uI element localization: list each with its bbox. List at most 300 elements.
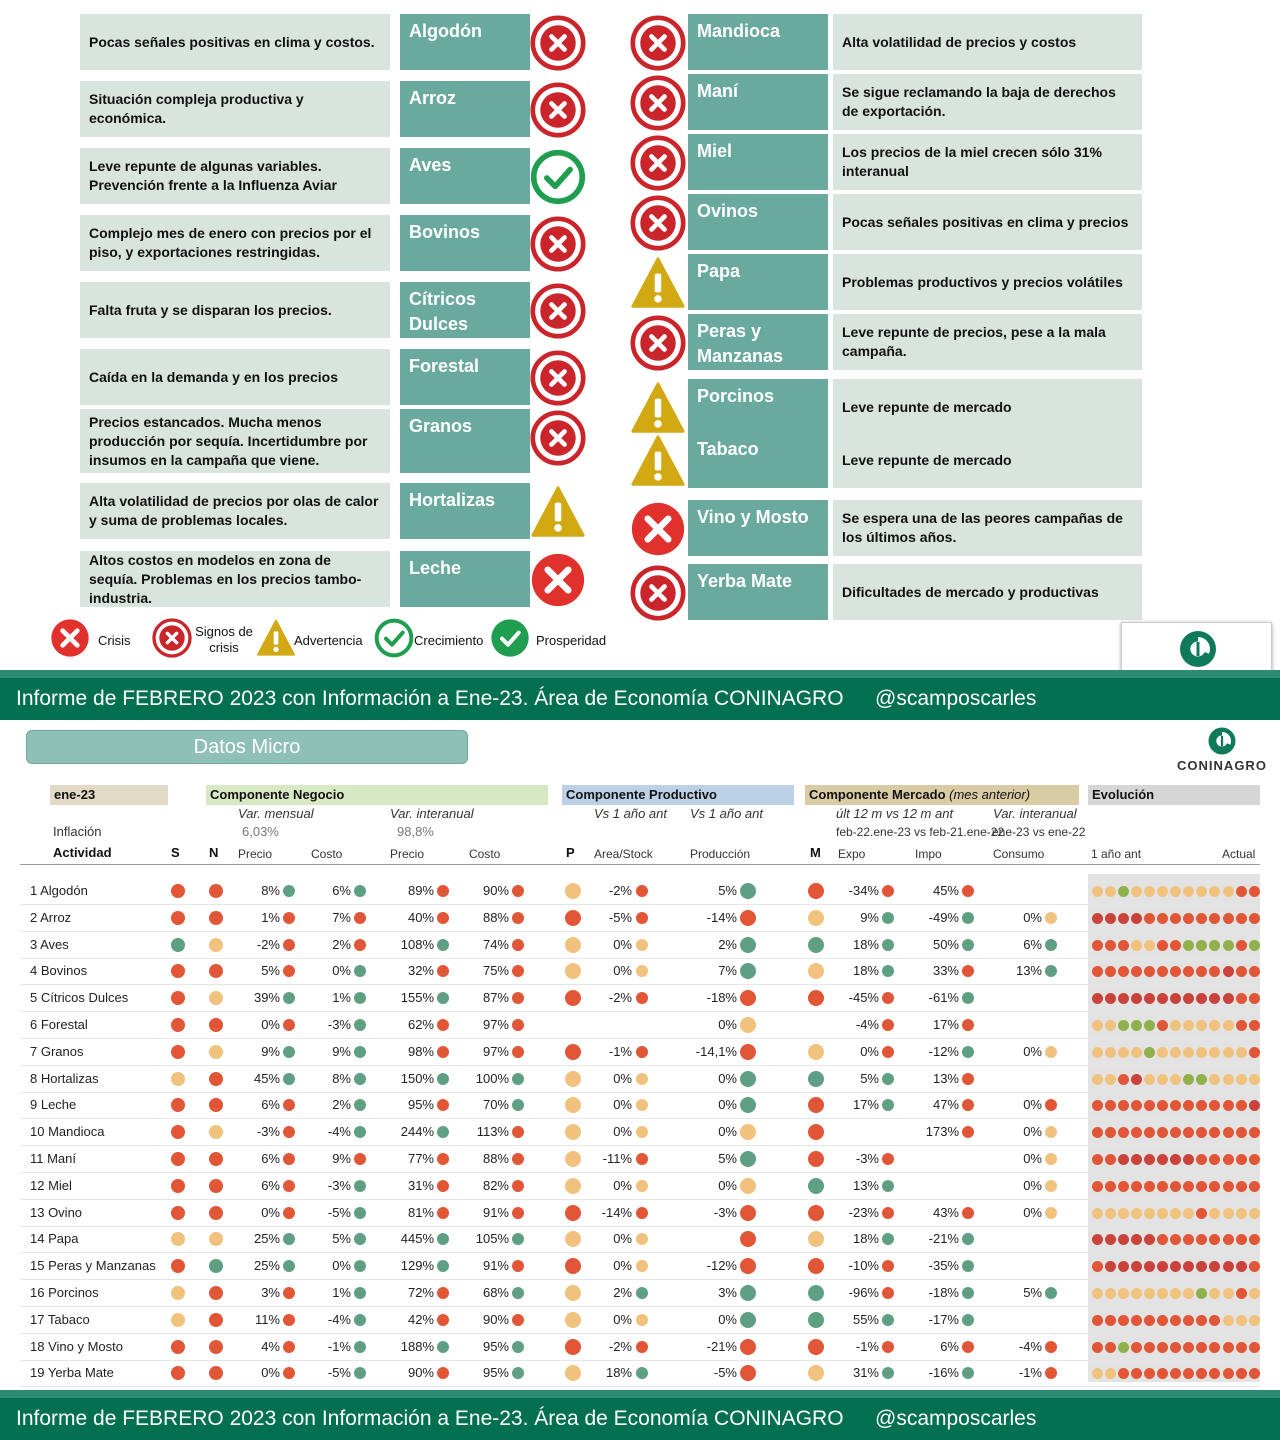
inflacion-interanual: 98,8% [397, 824, 434, 839]
impo: 33% [932, 963, 959, 978]
impo: -35% [928, 1258, 959, 1273]
row-separator [20, 1360, 1260, 1361]
consumo: 6% [1023, 937, 1042, 952]
evolucion-dot [1144, 1127, 1155, 1138]
evolucion-dot [1118, 1342, 1129, 1353]
costo-interanual-dot [512, 965, 524, 977]
costo-mensual: 8% [332, 1071, 351, 1086]
evolucion-dot [1196, 886, 1207, 897]
impo-dot [962, 1019, 974, 1031]
costo-mensual: 1% [332, 990, 351, 1005]
evolucion-dot [1131, 1234, 1142, 1245]
evolucion-dot [1223, 1047, 1234, 1058]
evolucion-dot [1183, 1127, 1194, 1138]
evolucion-dot [1223, 886, 1234, 897]
evolucion-dot [1196, 1368, 1207, 1379]
status-desc-text: Alta volatilidad de precios y costos [842, 33, 1077, 50]
area-stock: -1% [608, 1044, 632, 1059]
s-indicator-dot [171, 1072, 185, 1086]
precio-mensual: 9% [261, 1044, 280, 1059]
activity-label: 16 Porcinos [30, 1285, 99, 1300]
expo: -1% [855, 1339, 879, 1354]
evolucion-dot [1118, 1074, 1129, 1085]
evolucion-dot [1092, 1074, 1103, 1085]
costo-mensual-dot [354, 939, 366, 951]
s-indicator-dot [171, 1206, 185, 1220]
consumo: 0% [1023, 1178, 1042, 1193]
evolucion-dot [1092, 1127, 1103, 1138]
consumo: 0% [1023, 1124, 1042, 1139]
precio-mensual: 0% [261, 1017, 280, 1032]
status-desc-text: Caída en la demanda y en los precios [89, 368, 338, 385]
evolucion-dot [1105, 993, 1116, 1004]
costo-interanual: 90% [482, 883, 509, 898]
evolucion-dot [1236, 1100, 1247, 1111]
evolucion-dot [1157, 1234, 1168, 1245]
costo-mensual: -5% [327, 1205, 351, 1220]
costo-interanual-dot [512, 1019, 524, 1031]
evolucion-dot [1209, 886, 1220, 897]
evolucion-dot [1209, 966, 1220, 977]
col-costo-m: Costo [311, 847, 343, 861]
row-separator [20, 1118, 1260, 1119]
area-stock: -11% [602, 1151, 632, 1166]
evolucion-dot [1170, 993, 1181, 1004]
produccion: 0% [718, 1178, 737, 1193]
col-consumo: Consumo [993, 847, 1045, 861]
precio-interanual-dot [437, 1046, 449, 1058]
row-separator [20, 1011, 1260, 1012]
status-desc-text: Complejo mes de enero con precios por el piso, y exportaciones restringidas. [89, 225, 372, 260]
area-stock: 2% [613, 1285, 632, 1300]
evolucion-dot [1092, 1100, 1103, 1111]
evolucion-dot [1105, 1342, 1116, 1353]
evolucion-dot [1170, 1234, 1181, 1245]
activity-label: 12 Miel [30, 1178, 72, 1193]
evolucion-dot [1223, 1234, 1234, 1245]
evolucion-dot [1157, 1315, 1168, 1326]
impo: 50% [932, 937, 959, 952]
evolucion-dot [1223, 913, 1234, 924]
evolucion-dot [1092, 913, 1103, 924]
status-desc-text: Leve repunte de precios, pese a la mala campaña. [842, 324, 1106, 359]
impo: -17% [928, 1312, 959, 1327]
impo-dot [962, 912, 974, 924]
status-desc-2 [80, 148, 390, 204]
area-stock-dot [636, 1046, 648, 1058]
costo-interanual: 74% [482, 937, 509, 952]
col-impo: Impo [915, 847, 942, 861]
area-stock: 0% [613, 963, 632, 978]
precio-mensual: 0% [261, 1205, 280, 1220]
produccion-dot [740, 910, 756, 926]
status-desc-4 [80, 282, 390, 338]
impo: -49% [928, 910, 959, 925]
evolucion-dot [1236, 1208, 1247, 1219]
col-expo: Expo [838, 847, 866, 861]
precio-interanual-dot [437, 1019, 449, 1031]
banner-text: Informe de FEBRERO 2023 con Información a Ene-23. Área de Economía CONINAGRO [16, 687, 844, 710]
consumo-dot [1045, 1207, 1057, 1219]
activity-label: 11 Maní [30, 1151, 77, 1166]
impo: -18% [928, 1285, 959, 1300]
expo: -34% [848, 883, 879, 898]
expo: -10% [848, 1258, 879, 1273]
evolucion-dot [1157, 1208, 1168, 1219]
activity-label: 9 Leche [30, 1097, 77, 1112]
area-stock-dot [636, 1153, 648, 1165]
col-n: N [209, 845, 219, 860]
banner-text: Informe de FEBRERO 2023 con Información a Ene-23. Área de Economía CONINAGRO [16, 1407, 844, 1430]
evolucion-dot [1249, 966, 1260, 977]
produccion: -5% [713, 1365, 737, 1380]
evolucion-dot [1131, 1154, 1142, 1165]
status-tag-4: Cítricos Dulces [400, 282, 530, 338]
evolucion-dot [1105, 913, 1116, 924]
costo-interanual-dot [512, 1341, 524, 1353]
evolucion-dot [1092, 1181, 1103, 1192]
evolucion-dot [1092, 1154, 1103, 1165]
precio-mensual: -3% [256, 1124, 280, 1139]
costo-mensual-dot [354, 1233, 366, 1245]
activity-label: 15 Peras y Manzanas [30, 1258, 156, 1273]
evolucion-dot [1223, 1020, 1234, 1031]
status-desc-r1 [833, 74, 1142, 130]
impo-dot [962, 885, 974, 897]
expo-dot [882, 1260, 894, 1272]
evolucion-dot [1183, 1315, 1194, 1326]
evolucion-dot [1196, 1154, 1207, 1165]
expo-dot [882, 992, 894, 1004]
area-stock-dot [636, 1287, 648, 1299]
legend-label: Advertencia [294, 633, 363, 648]
evolucion-dot [1183, 940, 1194, 951]
s-indicator-dot [171, 1313, 185, 1327]
status-tag-6: Granos [400, 409, 530, 473]
col-ev-1ano: 1 año ant [1091, 847, 1142, 861]
evolucion-dot [1209, 1234, 1220, 1245]
status-desc-6 [80, 409, 390, 473]
evolucion-dot [1183, 1261, 1194, 1272]
row-separator [20, 1145, 1260, 1146]
evolucion-dot [1236, 966, 1247, 977]
produccion-dot [740, 1339, 756, 1355]
inflacion-mensual: 6,03% [242, 824, 279, 839]
legend-label: Crisis [98, 633, 131, 648]
evolucion-dot [1092, 1020, 1103, 1031]
costo-mensual-dot [354, 885, 366, 897]
status-tag-r3: Ovinos [688, 194, 828, 250]
impo: 45% [932, 883, 959, 898]
evolucion-dot [1144, 1047, 1155, 1058]
precio-interanual: 244% [400, 1124, 434, 1139]
precio-interanual: 98% [407, 1044, 434, 1059]
evolucion-dot [1249, 1127, 1260, 1138]
costo-interanual-dot [512, 1367, 524, 1379]
col-produccion: Producción [690, 847, 751, 861]
precio-mensual: 25% [253, 1231, 280, 1246]
evolucion-dot [1183, 1100, 1194, 1111]
produccion: 0% [718, 1097, 737, 1112]
evolucion-dot [1157, 1047, 1168, 1058]
activity-label: 6 Forestal [30, 1017, 88, 1032]
activity-label: 19 Yerba Mate [30, 1365, 114, 1380]
precio-interanual: 89% [407, 883, 434, 898]
evolucion-dot [1223, 966, 1234, 977]
evolucion-dot [1131, 886, 1142, 897]
evolucion-dot [1236, 1181, 1247, 1192]
consumo: -4% [1018, 1339, 1042, 1354]
banner-user: @scamposcarles [875, 1407, 1037, 1430]
evolucion-dot [1092, 1315, 1103, 1326]
produccion: 7% [718, 963, 737, 978]
costo-interanual: 75% [482, 963, 509, 978]
evolucion-dot [1196, 1127, 1207, 1138]
evolucion-dot [1183, 1208, 1194, 1219]
evolucion-dot [1131, 1181, 1142, 1192]
evolucion-dot [1118, 1368, 1129, 1379]
produccion-dot [740, 1044, 756, 1060]
evolucion-dot [1196, 1208, 1207, 1219]
impo-dot [962, 1126, 974, 1138]
evolucion-dot [1118, 1234, 1129, 1245]
costo-interanual: 105% [475, 1231, 509, 1246]
expo: 5% [860, 1071, 879, 1086]
costo-mensual-dot [354, 1073, 366, 1085]
produccion-dot [740, 883, 756, 899]
expo: -45% [848, 990, 879, 1005]
produccion: 0% [718, 1071, 737, 1086]
produccion: 3% [718, 1285, 737, 1300]
evolucion-dot [1209, 1100, 1220, 1111]
produccion: 5% [718, 1151, 737, 1166]
evolucion-dot [1170, 1074, 1181, 1085]
evolucion-dot [1170, 1181, 1181, 1192]
expo-dot [882, 1073, 894, 1085]
evolucion-dot [1236, 1154, 1247, 1165]
precio-mensual: -2% [256, 937, 280, 952]
consumo-dot [1045, 1180, 1057, 1192]
row-separator [20, 1199, 1260, 1200]
expo-dot [882, 1314, 894, 1326]
evolucion-dot [1196, 1181, 1207, 1192]
evolucion-dot [1157, 1368, 1168, 1379]
status-desc-r9 [833, 564, 1142, 620]
produccion-dot [740, 1258, 756, 1274]
status-desc-r6 [833, 379, 1142, 435]
evolucion-dot [1157, 1261, 1168, 1272]
status-tag-r5: Peras y Manzanas [688, 314, 828, 370]
costo-mensual: 2% [332, 937, 351, 952]
s-indicator-dot [171, 884, 185, 898]
evolucion-dot [1209, 1288, 1220, 1299]
impo-dot [962, 992, 974, 1004]
expo-dot [882, 1207, 894, 1219]
impo: 17% [932, 1017, 959, 1032]
impo: 47% [932, 1097, 959, 1112]
costo-mensual-dot [354, 1153, 366, 1165]
evolucion-dot [1144, 1074, 1155, 1085]
evolucion-dot [1092, 1261, 1103, 1272]
evolucion-dot [1236, 940, 1247, 951]
evolucion-dot [1196, 1100, 1207, 1111]
evolucion-dot [1170, 1020, 1181, 1031]
evolucion-dot [1131, 1261, 1142, 1272]
costo-interanual-dot [512, 1046, 524, 1058]
evolucion-dot [1144, 1100, 1155, 1111]
evolucion-dot [1157, 1154, 1168, 1165]
evolucion-dot [1092, 1368, 1103, 1379]
ult12-label: últ 12 m vs 12 m ant [836, 806, 954, 821]
consumo: -1% [1018, 1365, 1042, 1380]
consumo: 0% [1023, 910, 1042, 925]
evolucion-dot [1131, 1208, 1142, 1219]
costo-interanual-dot [512, 939, 524, 951]
evolucion-dot [1170, 1047, 1181, 1058]
evolucion-dot [1223, 940, 1234, 951]
evolucion-dot [1092, 993, 1103, 1004]
legend-label: Crecimiento [414, 633, 484, 648]
evolucion-dot [1131, 913, 1142, 924]
precio-interanual-dot [437, 885, 449, 897]
precio-mensual: 25% [253, 1258, 280, 1273]
evolucion-dot [1118, 1100, 1129, 1111]
legend-crisis-signs-x-icon [152, 618, 192, 663]
evolucion-dot [1209, 913, 1220, 924]
evolucion-dot [1223, 1100, 1234, 1111]
evolucion-dot [1209, 1261, 1220, 1272]
period-header: ene-23 [50, 785, 168, 805]
status-tag-r0: Mandioca [688, 14, 828, 70]
area-stock: 0% [613, 1178, 632, 1193]
crisis-signs-x-icon [530, 410, 586, 471]
status-desc-text: Falta fruta y se disparan los precios. [89, 301, 332, 318]
expo: 55% [852, 1312, 879, 1327]
evolucion-dot [1209, 1154, 1220, 1165]
status-desc-3 [80, 215, 390, 271]
evolucion-dot [1131, 1315, 1142, 1326]
row-separator [20, 904, 1260, 905]
status-tag-r7: Tabaco [688, 432, 828, 488]
costo-interanual: 90% [482, 1312, 509, 1327]
activity-label: 10 Mandioca [30, 1124, 105, 1139]
evolucion-dot [1157, 1181, 1168, 1192]
precio-mensual: 45% [253, 1071, 280, 1086]
s-indicator-dot [171, 1232, 185, 1246]
warning-triangle-icon [530, 484, 586, 545]
costo-interanual-dot [512, 885, 524, 897]
precio-interanual: 77% [407, 1151, 434, 1166]
costo-interanual-dot [512, 1233, 524, 1245]
consumo-dot [1045, 1367, 1057, 1379]
header-productivo: Componente Productivo [562, 785, 794, 805]
m-indicator-dot [808, 1124, 824, 1140]
evolucion-dot [1249, 886, 1260, 897]
evolucion-dot [1157, 1342, 1168, 1353]
evolucion-dot [1105, 940, 1116, 951]
evolucion-dot [1236, 1127, 1247, 1138]
s-indicator-dot [171, 1340, 185, 1354]
evolucion-dot [1249, 1288, 1260, 1299]
evolucion-dot [1118, 886, 1129, 897]
evolucion-dot [1131, 1368, 1142, 1379]
status-desc-0 [80, 14, 390, 70]
area-stock: 18% [605, 1365, 632, 1380]
evolucion-dot [1183, 1047, 1194, 1058]
status-tag-7: Hortalizas [400, 483, 530, 539]
status-desc-text: Altos costos en modelos en zona de sequía. Problemas en los precios tambo-industria. [89, 551, 362, 606]
precio-interanual-dot [437, 965, 449, 977]
produccion: -14% [706, 910, 737, 925]
evolucion-dot [1105, 1181, 1116, 1192]
evolucion-dot [1223, 1154, 1234, 1165]
evolucion-dot [1249, 1154, 1260, 1165]
legend-label: Prosperidad [536, 633, 607, 648]
produccion-dot [740, 1151, 756, 1167]
costo-mensual: 7% [332, 910, 351, 925]
crisis-signs-x-icon [530, 216, 586, 277]
evolucion-dot [1223, 993, 1234, 1004]
evolucion-dot [1092, 1342, 1103, 1353]
col-precio-m: Precio [238, 847, 273, 861]
vs1a-prod-label: Vs 1 año ant [690, 806, 763, 821]
evolucion-dot [1249, 1315, 1260, 1326]
evolucion-dot [1196, 1234, 1207, 1245]
crisis-signs-x-icon [630, 195, 686, 256]
evolucion-dot [1196, 913, 1207, 924]
costo-mensual: 9% [332, 1044, 351, 1059]
produccion-dot [740, 990, 756, 1006]
status-desc-text: Alta volatilidad de precios por olas de calor y suma de problemas locales. [89, 493, 379, 528]
evolucion-dot [1249, 1368, 1260, 1379]
evolucion-dot [1249, 913, 1260, 924]
evolucion-dot [1170, 1315, 1181, 1326]
consumo: 0% [1023, 1151, 1042, 1166]
row-separator [20, 958, 1260, 959]
header-mercado-label: Componente Mercado [809, 787, 946, 802]
s-indicator-dot [171, 1366, 185, 1380]
evolucion-dot [1196, 1315, 1207, 1326]
expo-dot [882, 939, 894, 951]
evolucion-dot [1131, 1074, 1142, 1085]
status-tag-2: Aves [400, 148, 530, 204]
costo-mensual-dot [354, 1099, 366, 1111]
header-mercado [805, 785, 1079, 805]
precio-mensual: 6% [261, 1097, 280, 1112]
costo-interanual-dot [512, 1314, 524, 1326]
evolucion-dot [1157, 993, 1168, 1004]
evolucion-dot [1196, 1342, 1207, 1353]
costo-mensual-dot [354, 912, 366, 924]
area-stock-dot [636, 1341, 648, 1353]
expo-dot [882, 912, 894, 924]
activity-label: 3 Aves [30, 937, 69, 952]
legend-label: Signos de crisis [195, 624, 253, 655]
evolucion-dot [1183, 913, 1194, 924]
impo-dot [962, 1314, 974, 1326]
evolucion-dot [1118, 1288, 1129, 1299]
evolucion-dot [1157, 1127, 1168, 1138]
produccion-dot [740, 1365, 756, 1381]
evolucion-dot [1157, 1100, 1168, 1111]
evolucion-dot [1170, 913, 1181, 924]
evolucion-dot [1092, 886, 1103, 897]
area-stock-dot [636, 1180, 648, 1192]
row-separator [20, 984, 1260, 985]
evolucion-dot [1223, 1127, 1234, 1138]
costo-interanual-dot [512, 1126, 524, 1138]
evolucion-dot [1105, 1127, 1116, 1138]
